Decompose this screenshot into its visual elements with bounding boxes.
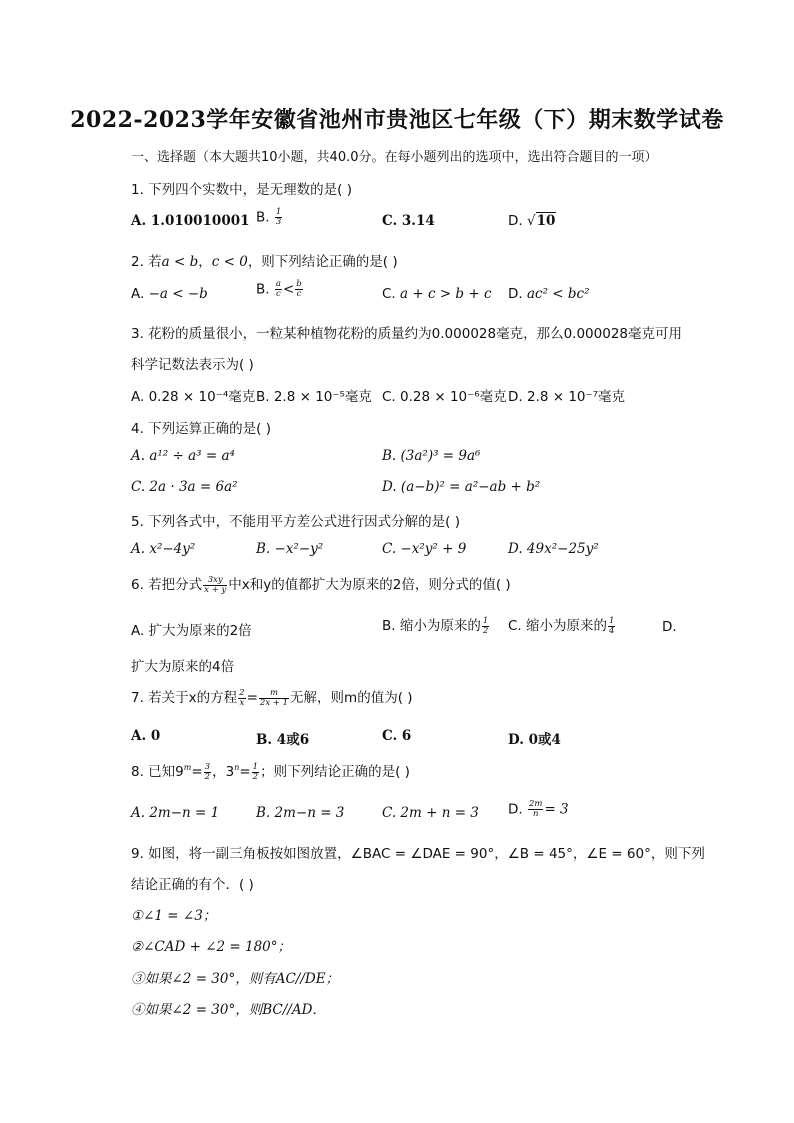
q2-option-d[interactable]: D. ac² < bc² [508,286,590,302]
q5-option-a[interactable]: A. x²−4y² [131,541,196,557]
q4-option-a[interactable]: A. a¹² ÷ a³ = a⁴ [131,448,235,464]
q1-option-b-label: B. [256,209,274,226]
q4-option-c[interactable]: C. 2a · 3a = 6a² [131,479,238,495]
q3-option-c[interactable]: C. 0.28 × 10⁻⁶毫克 [382,389,507,405]
q1-option-a[interactable]: A. 1.010010001 [131,213,250,229]
q7-option-d[interactable]: D. 0或4 [508,732,561,748]
q7-option-b[interactable]: B. 4或6 [256,732,310,748]
q5-option-b[interactable]: B. −x²−y² [256,541,324,557]
q7-option-c[interactable]: C. 6 [382,728,412,744]
q2-option-c[interactable]: C. a + c > b + c [382,286,492,302]
q9-item-1: ①∠1 = ∠3； [131,908,217,924]
section-heading: 一、选择题（本大题共10小题，共40.0分。在每小题列出的选项中，选出符合题目的一项） [131,150,658,165]
question-6-stem: 6. 若把分式 $\frac{3xy}{x + y}$ 中x和y的值都扩大为原来的2倍，则分式的值( ) [131,574,511,595]
question-9-stem-line1: 9. 如图，将一副三角板按如图放置，∠BAC = ∠DAE = 90°，∠B = 45°，∠E = 60°，则下列 [131,846,705,862]
q9-item-2: ②∠CAD + ∠2 = 180°； [131,939,292,955]
q4-option-d[interactable]: D. (a−b)² = a²−ab + b² [382,479,541,495]
q5-option-d[interactable]: D. 49x²−25y² [508,541,599,557]
q3-option-a[interactable]: A. 0.28 × 10⁻⁴毫克 [131,389,256,405]
q6-option-a[interactable]: A. 扩大为原来的2倍 [131,623,252,639]
q8-option-a[interactable]: A. 2m−n = 1 [131,805,220,821]
q9-item-4: ④如果∠2 = 30°，则BC//AD． [131,1002,326,1018]
question-7-stem: 7. 若关于x的方程 $\frac{2}{x}$ = $\frac{m}{2x + 1}$ 无解，则m的值为( ) [131,687,413,708]
question-3-stem-line1: 3. 花粉的质量很小，一粒某种植物花粉的质量约为0.000028毫克，那么0.000028毫克可用 [131,326,683,342]
q1-option-c[interactable]: C. 3.14 [382,213,435,229]
q3-option-d[interactable]: D. 2.8 × 10⁻⁷毫克 [508,389,626,405]
q1-option-b[interactable] [256,208,283,227]
q6-option-d-wrap[interactable]: 扩大为原来的4倍 [131,659,235,675]
q2-option-b[interactable]: B. $\frac{a}{c}$ < $\frac{b}{c}$ [256,279,302,299]
q1-option-d-label: D. [508,213,527,229]
question-8-stem: 8. 已知$9^m=$ $\frac{3}{2}$ ，$3^n=$ $\frac{1}{2}$ ；则下列结论正确的是( ) [131,761,410,782]
question-1-stem: 1. 下列四个实数中，是无理数的是( ) [131,182,352,198]
question-5-stem: 5. 下列各式中，不能用平方差公式进行因式分解的是( ) [131,514,460,530]
q8-option-c[interactable]: C. 2m + n = 3 [382,805,479,821]
q5-option-c[interactable]: C. −x²y² + 9 [382,541,467,557]
q6-option-c[interactable]: C. 缩小为原来的 $\frac{1}{4}$ [508,615,615,636]
q3-option-b[interactable]: B. 2.8 × 10⁻⁵毫克 [256,389,372,405]
q7-option-a[interactable]: A. 0 [131,728,161,744]
question-4-stem: 4. 下列运算正确的是( ) [131,421,271,437]
q1-option-d-sqrt: √10 [526,213,556,229]
q8-option-d[interactable]: D. $\frac{2m}{n}$ = 3 [508,799,569,819]
page-title: 2022-2023学年安徽省池州市贵池区七年级（下）期末数学试卷 [70,107,724,133]
q9-item-3: ③如果∠2 = 30°，则有AC//DE； [131,971,340,987]
q1-option-b-fraction: $\frac{1}{3}$ [275,207,282,227]
question-9-stem-line2: 结论正确的有个．( ) [131,877,254,893]
q8-option-b[interactable]: B. 2m−n = 3 [256,805,345,821]
q6-option-b[interactable]: B. 缩小为原来的 $\frac{1}{2}$ [382,615,489,636]
question-2-stem: 2. 若a < b，c < 0，则下列结论正确的是( ) [131,254,398,270]
q2-option-a[interactable]: A. −a < −b [131,286,208,302]
q4-option-b[interactable]: B. (3a²)³ = 9a⁶ [382,448,481,464]
q1-option-d[interactable] [508,213,556,229]
question-3-stem-line2: 科学记数法表示为( ) [131,357,254,373]
q6-option-d[interactable]: D. [662,619,677,635]
q6-stem-fraction: $\frac{3xy}{x + y}$ [204,574,227,595]
